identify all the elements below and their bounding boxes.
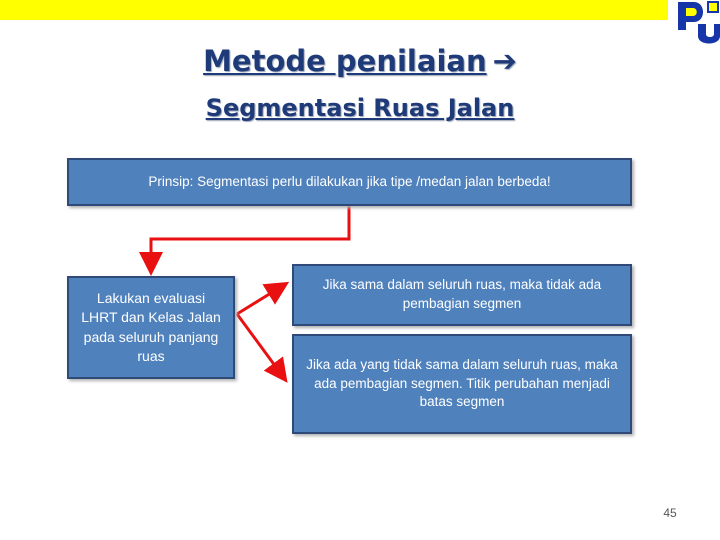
page-number: 45 <box>663 506 677 520</box>
evaluate-to-different-connector <box>237 314 284 378</box>
right-arrow-icon: ➔ <box>492 44 517 78</box>
same-type-box: Jika sama dalam seluruh ruas, maka tidak ada pembagian segmen <box>292 264 632 326</box>
principle-box: Prinsip: Segmentasi perlu dilakukan jika tipe /medan jalan berbeda! <box>67 158 632 206</box>
principle-to-evaluate-connector <box>151 206 349 270</box>
page-title-text: Metode penilaian <box>203 44 487 78</box>
evaluate-to-same-connector <box>237 285 284 314</box>
different-type-box: Jika ada yang tidak sama dalam seluruh ruas, maka ada pembagian segmen. Titik perubahan menjadi batas segmen <box>292 334 632 434</box>
evaluate-box: Lakukan evaluasi LHRT dan Kelas Jalan pada seluruh panjang ruas <box>67 276 235 379</box>
page-subtitle: Segmentasi Ruas Jalan <box>205 94 515 122</box>
